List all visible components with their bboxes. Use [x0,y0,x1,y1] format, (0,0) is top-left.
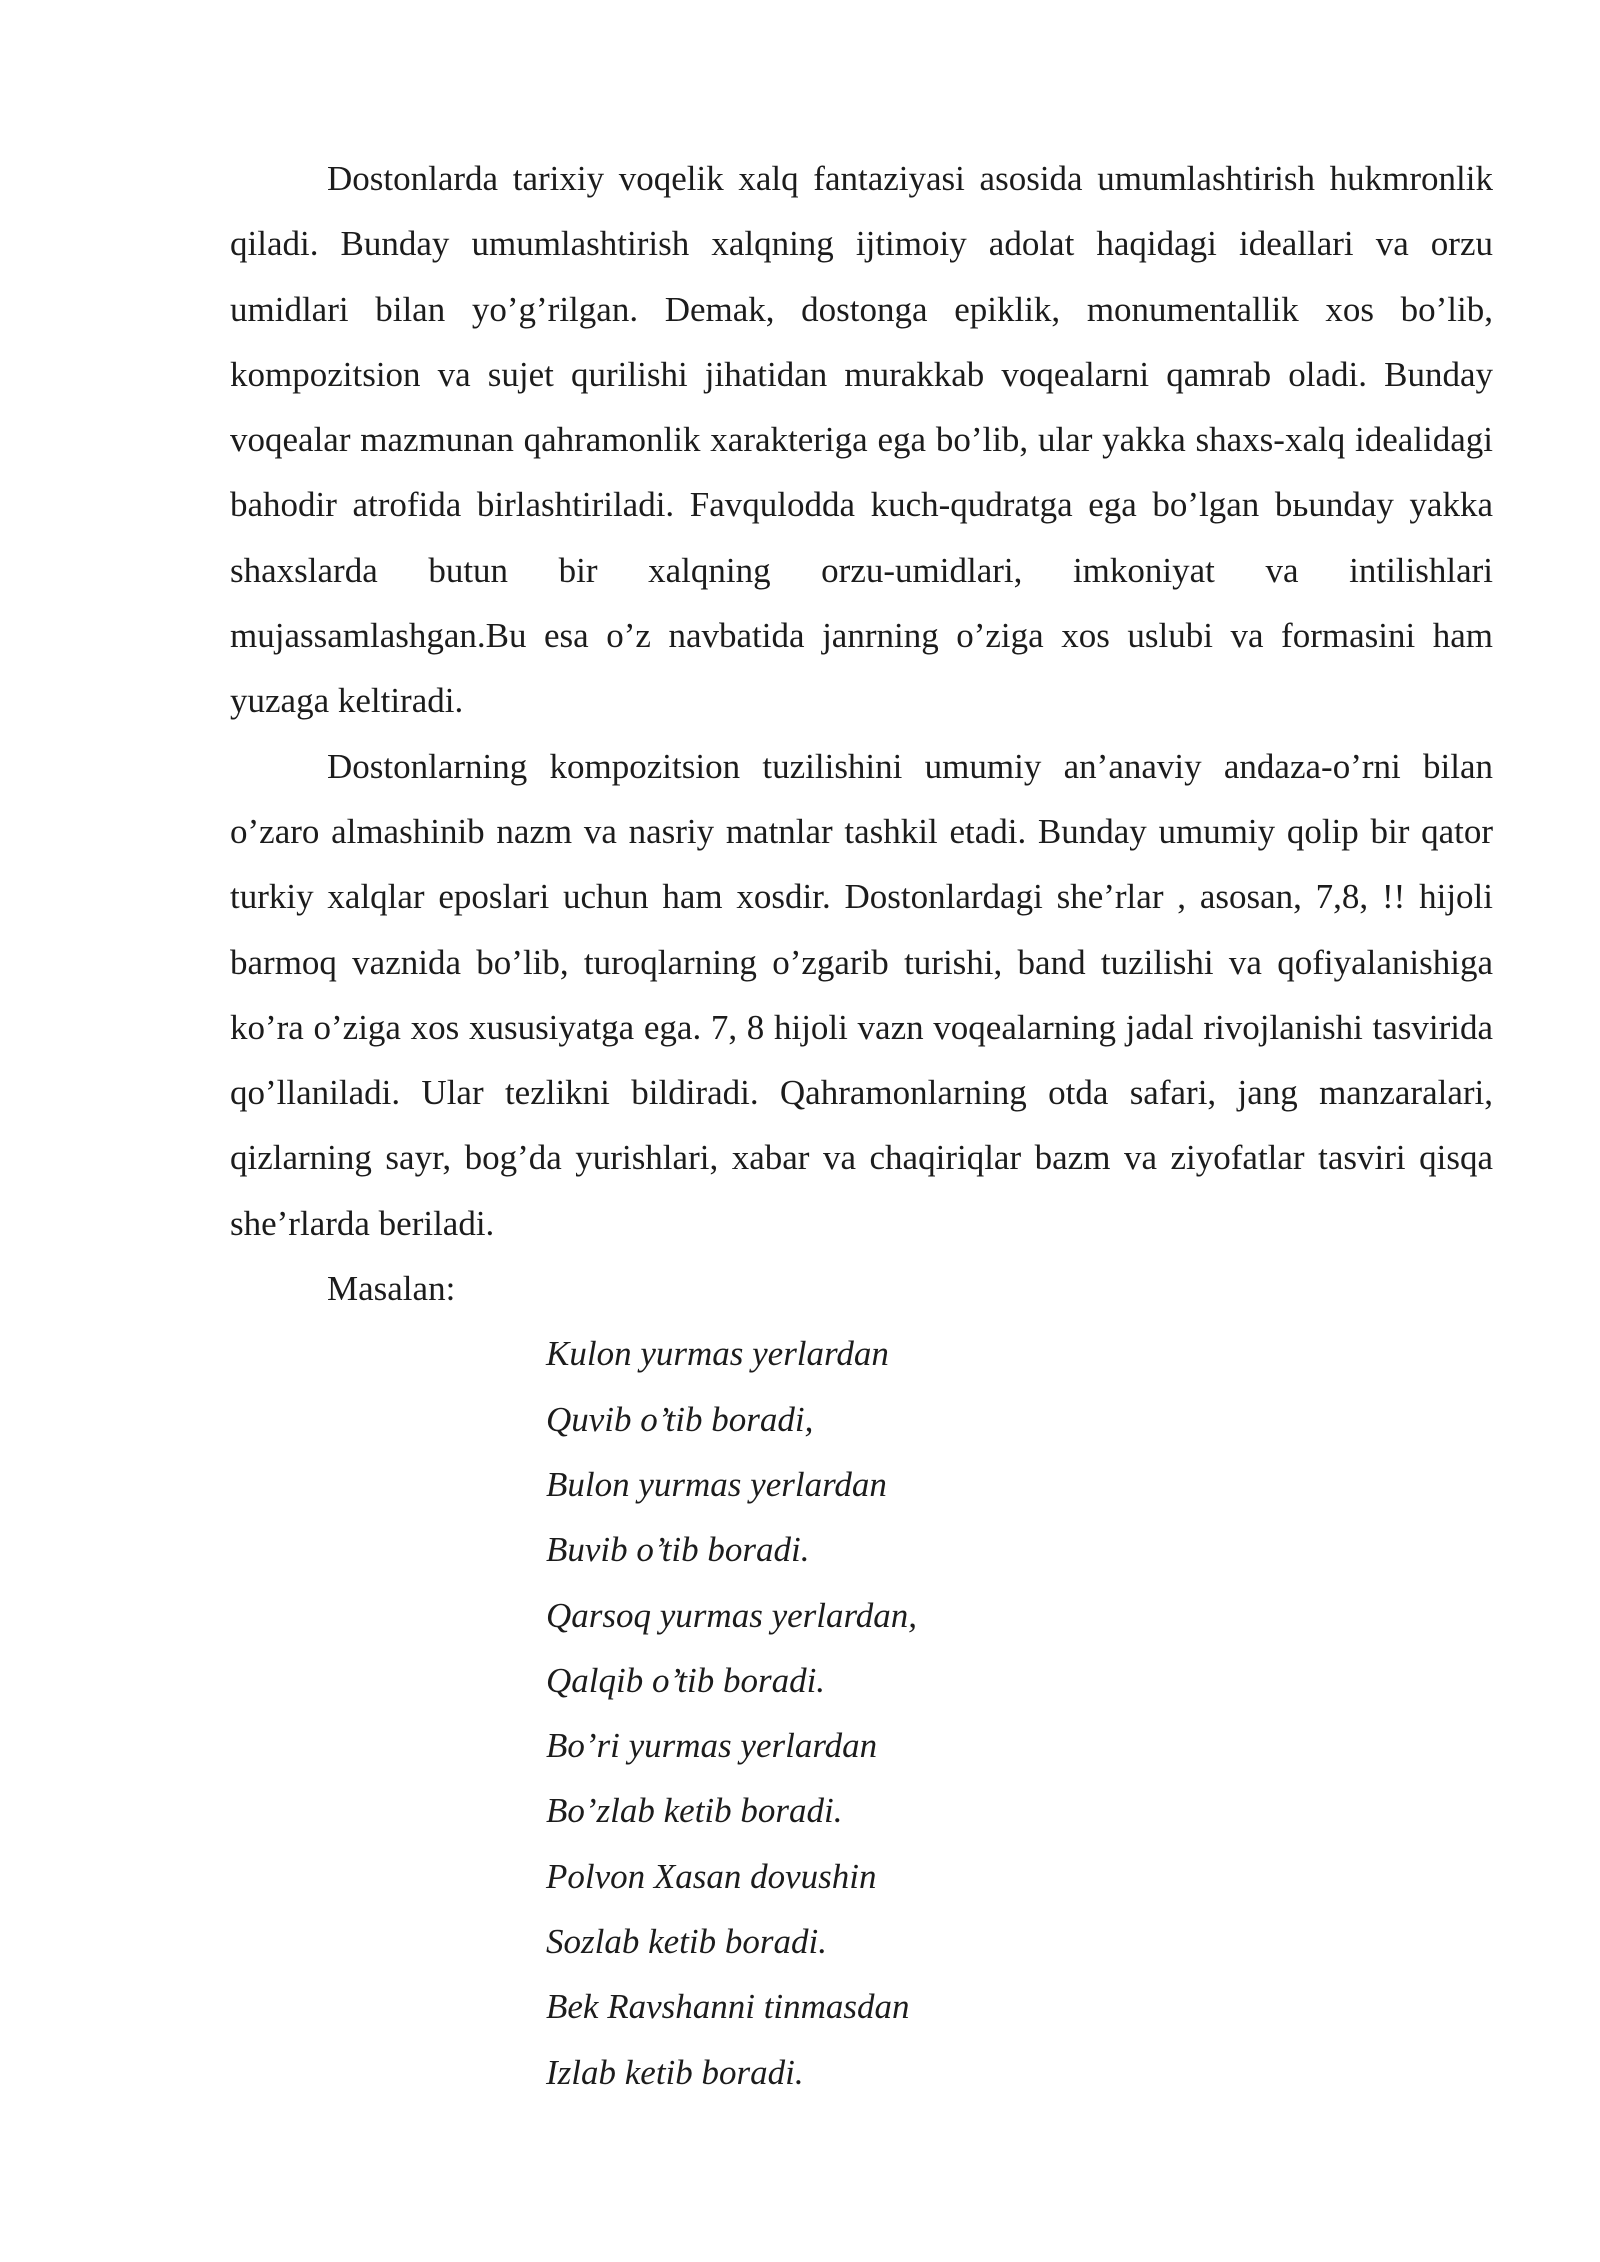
verse-line: Qarsoq yurmas yerlardan, [546,1595,918,1635]
verse-line: Bo’ri yurmas yerlardan [546,1726,878,1766]
verse-line: Kulon yurmas yerlardan [546,1334,889,1374]
document-body [230,146,1493,2105]
verse-line: Sozlab ketib boradi. [546,1922,827,1962]
verse-block [230,1321,1493,2105]
paragraph-2: Dostonlarning kompozitsion tuzilishini umumiy an’anaviy andaza-o’rni bilan o’zaro almashinib nazm va nasriy matnlar tashkil etadi. Bunday umumiy qolip bir qator turkiy xalqlar eposlari uchun ham xosdir. Dostonlardagi she’rlar , asosan, 7,8, !! hijoli barmoq vaznida bo’lib, turoqlarning o’zgarib turishi, band tuzilishi va qofiyalanishiga ko’ra o’ziga xos xususiyatga ega. 7, 8 hijoli vazn voqealarning jadal rivojlanishi tasvirida qo’llaniladi. Ular tezlikni bildiradi. Qahramonlarning otda safari, jang manzaralari, qizlarning sayr, bog’da yurishlari, xabar va chaqiriqlar bazm va ziyofatlar tasviri qisqa she’rlarda beriladi. [230,746,1493,1243]
verse-line: Qalqib o’tib boradi. [546,1660,826,1700]
verse-line: Izlab ketib boradi. [546,2052,804,2092]
verse-line: Bo’zlab ketib boradi. [546,1791,843,1831]
verse-line: Bulon yurmas yerlardan [546,1464,887,1504]
verse-lead-in: Masalan: [327,1269,456,1309]
verse-line: Polvon Xasan dovushin [546,1856,877,1896]
verse-line: Buvib o’tib boradi. [546,1530,810,1570]
verse-line: Quvib o’tib boradi, [546,1399,814,1439]
paragraph-1: Dostonlarda tarixiy voqelik xalq fantaziyasi asosida umumlashtirish hukmronlik qiladi. Bunday umumlashtirish xalqning ijtimoiy adolat haqidagi ideallari va orzu umidlari bilan yo’g’rilgan. Demak, dostonga epiklik, monumentallik xos bo’lib, kompozitsion va sujet qurilishi jihatidan murakkab voqealarni qamrab oladi. Bunday voqealar mazmunan qahramonlik xarakteriga ega bo’lib, ular yakka shaxs-xalq idealidagi bahodir atrofida birlashtiriladi. Favqulodda kuch-qudratga ega bo’lgan bьunday yakka shaxslarda butun bir xalqning orzu-umidlari, imkoniyat va intilishlari mujassamlashgan.Bu esa o’z navbatida janrning o’ziga xos uslubi va formasini ham yuzaga keltiradi. [230,159,1493,721]
verse-line: Bek Ravshanni tinmasdan [546,1987,910,2027]
